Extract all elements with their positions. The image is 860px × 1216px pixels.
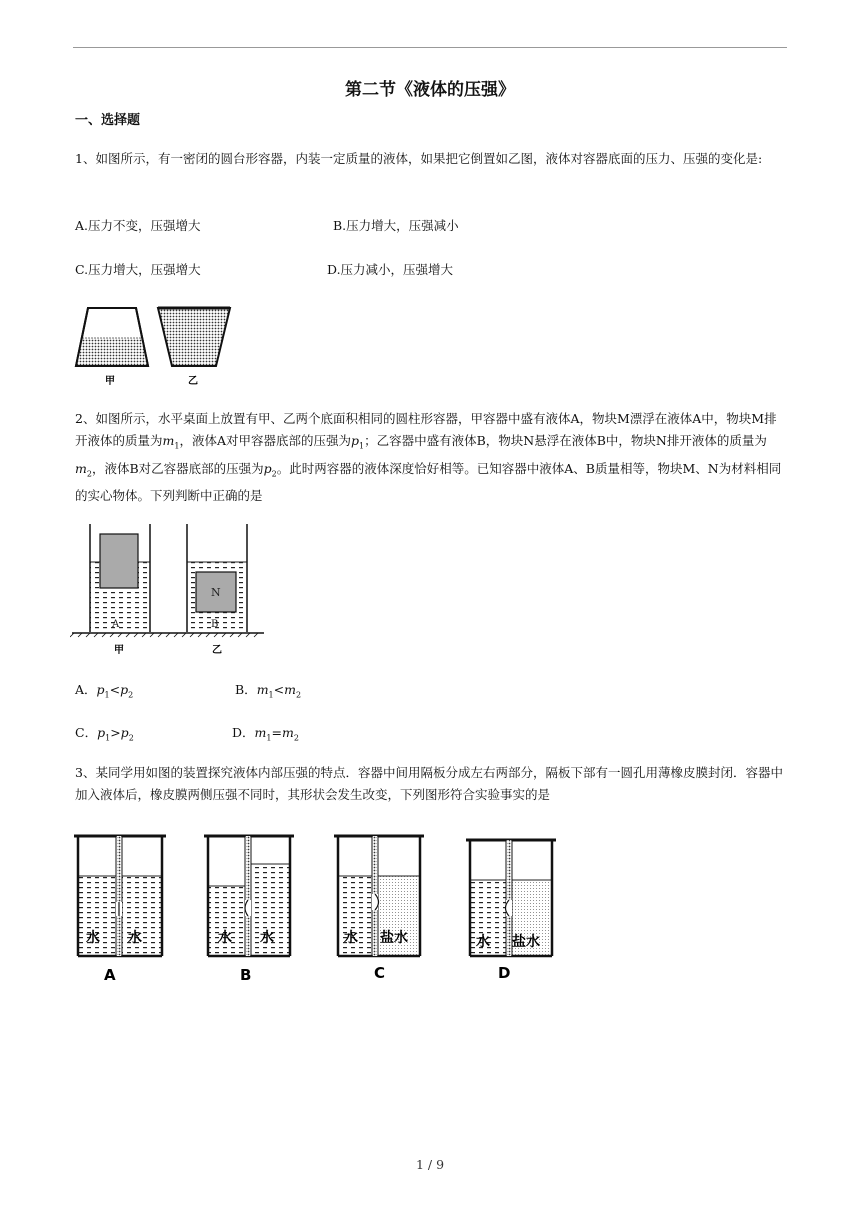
page-number: 1 / 9 <box>415 1157 445 1172</box>
container-b <box>204 836 294 984</box>
label-jia: 甲 <box>105 376 115 387</box>
header-rule <box>73 47 787 48</box>
container-d <box>466 840 556 982</box>
q1-option-b: B.压力增大，压强减小 <box>333 218 459 233</box>
page-title: 第二节《液体的压强》 <box>345 80 515 100</box>
q1-option-a: A.压力不变，压强增大 <box>75 218 201 233</box>
fig-c-right-label: 盐水 <box>380 930 408 946</box>
fig-d-letter: D <box>498 964 511 982</box>
q3-figure <box>70 830 570 990</box>
label-jia-2: 甲 <box>114 645 124 656</box>
fig-d-right-label: 盐水 <box>512 934 540 950</box>
q2-option-d: D．$m_1=m_2$ <box>232 725 299 743</box>
question-3-text: 3、某同学用如图的装置探究液体内部压强的特点．容器中间用隔板分成左右两部分，隔板下部有一圆孔用薄橡皮膜封闭．容器中加入液体后，橡皮膜两侧压强不同时，其形状会发生改变，下列图形符合实验事实的是 <box>75 765 783 802</box>
label-block-n: N <box>211 586 221 599</box>
fig-a-letter: A <box>104 966 116 984</box>
fig-a-left-label: 水 <box>86 930 100 946</box>
fig-a-right-label: 水 <box>128 930 142 946</box>
container-yi <box>187 524 247 632</box>
frustum-jia-container <box>76 308 148 366</box>
fig-d-left-label: 水 <box>476 934 490 950</box>
q1-option-c: C.压力增大，压强增大 <box>75 262 201 277</box>
question-1-text: 1、如图所示，有一密闭的圆台形容器，内装一定质量的液体，如果把它倒置如乙图，液体对容器底面的压力、压强的变化是: <box>75 151 763 166</box>
label-yi-2: 乙 <box>212 645 222 656</box>
q1-option-d: D.压力减小，压强增大 <box>327 262 454 277</box>
fig-b-letter: B <box>240 966 252 984</box>
label-liquid-a: A <box>112 619 120 630</box>
q2-figure <box>70 520 270 660</box>
fig-c-left-label: 水 <box>344 930 358 946</box>
container-a <box>74 836 166 984</box>
q2-option-b: B．$m_1<m_2$ <box>235 682 302 700</box>
container-jia <box>90 524 150 632</box>
fig-b-left-label: 水 <box>218 930 232 946</box>
q2-option-a: A．$p_1<p_2$ <box>75 682 134 700</box>
q2-option-c: C．$p_1>p_2$ <box>75 725 134 743</box>
fig-b-right-label: 水 <box>260 930 274 946</box>
label-liquid-b: B <box>211 619 219 630</box>
frustum-yi-container <box>158 308 230 366</box>
label-yi: 乙 <box>188 376 198 387</box>
fig-c-letter: C <box>374 964 386 982</box>
question-2-text: 2、如图所示，水平桌面上放置有甲、乙两个底面积相同的圆柱形容器，甲容器中盛有液体A，物块M漂浮在液体A中，物块M排开液体的质量为$m_1$，液体A对甲容器底部的压强为$p_1$；乙容器中盛有液体B，物块N悬浮在液体B中，物块N排开液体的质量为$m_2$，液体B对乙容器底部的压强为$p_2$。此时两容器的液体深度恰好相等。已知容器中液体A、B质量相等，物块M、N为材料相同的实心物体。下列判断中正确的是 <box>75 411 782 503</box>
q1-figure <box>70 300 250 392</box>
section-heading: 一、选择题 <box>75 113 141 128</box>
container-c <box>334 836 424 982</box>
block-m <box>100 534 138 588</box>
